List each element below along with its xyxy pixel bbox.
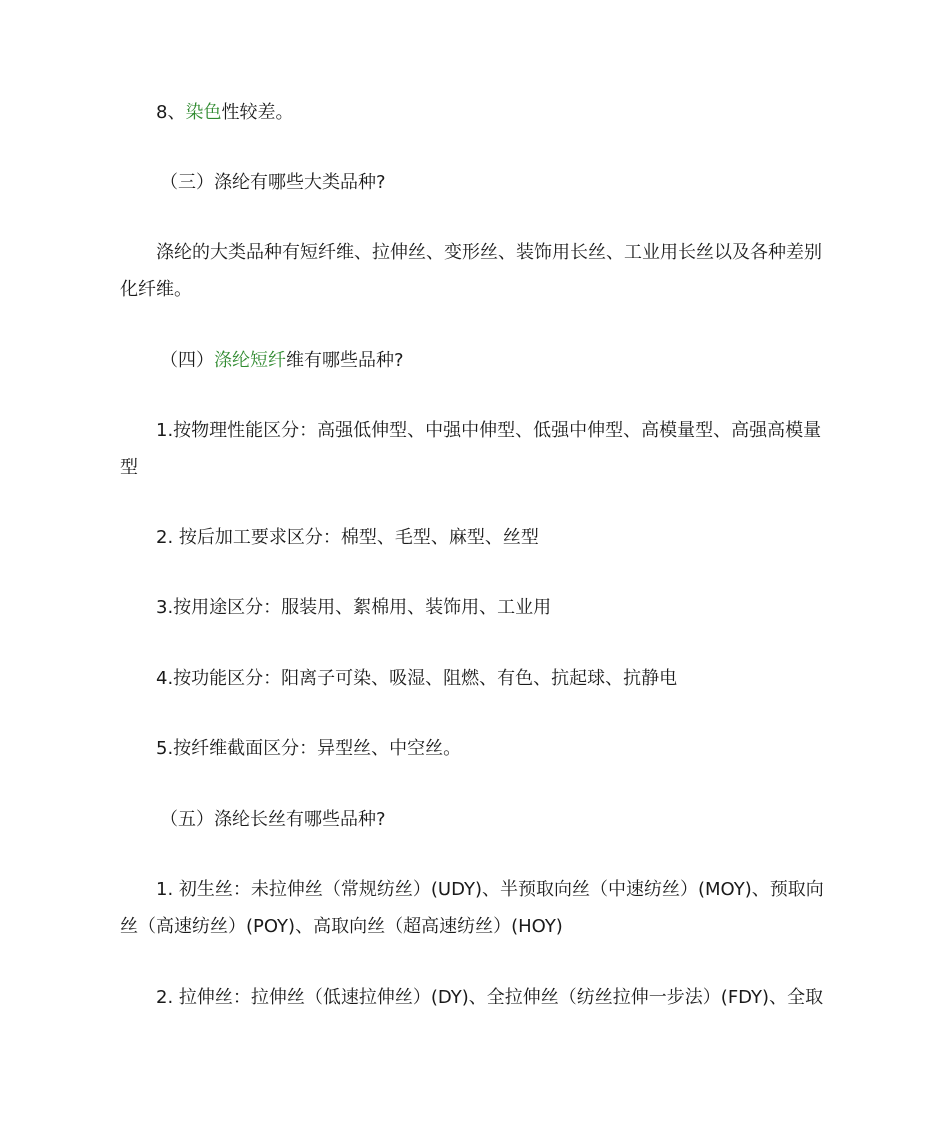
dyeing-link[interactable]: 染色: [185, 102, 222, 123]
item-8-suffix: 性较差。: [221, 102, 294, 123]
paragraph-item-8: [120, 94, 830, 131]
section-heading-3: （三）涤纶有哪些大类品种?: [160, 172, 386, 193]
list-item-function: 4.按功能区分：阳离子可染、吸湿、阻燃、有色、抗起球、抗静电: [156, 668, 678, 689]
item-8-prefix: 8、: [156, 102, 186, 123]
section-heading-4: [120, 342, 830, 379]
section-heading-5: （五）涤纶长丝有哪些品种?: [160, 809, 386, 830]
list-item-as-spun: 1. 初生丝：未拉伸丝（常规纺丝）(UDY)、半预取向丝（中速纺丝）(MOY)、预取向丝（高速纺丝）(POY)、高取向丝（超高速纺丝）(HOY): [120, 879, 824, 937]
list-item-cross-section: 5.按纤维截面区分：异型丝、中空丝。: [156, 738, 462, 759]
staple-fiber-link[interactable]: 涤纶短纤: [214, 350, 286, 371]
heading-4-prefix: （四）: [160, 350, 214, 371]
heading-4-suffix: 维有哪些品种?: [286, 350, 404, 371]
list-item-physical: 1.按物理性能区分：高强低伸型、中强中伸型、低强中伸型、高模量型、高强高模量型: [120, 420, 822, 478]
paragraph-major-categories: 涤纶的大类品种有短纤维、拉伸丝、变形丝、装饰用长丝、工业用长丝以及各种差别化纤维。: [120, 242, 822, 300]
list-item-usage: 3.按用途区分：服装用、絮棉用、装饰用、工业用: [156, 597, 552, 618]
list-item-processing: 2. 按后加工要求区分：棉型、毛型、麻型、丝型: [156, 527, 539, 548]
list-item-drawn: 2. 拉伸丝：拉伸丝（低速拉伸丝）(DY)、全拉伸丝（纺丝拉伸一步法）(FDY)、全取: [156, 987, 824, 1008]
